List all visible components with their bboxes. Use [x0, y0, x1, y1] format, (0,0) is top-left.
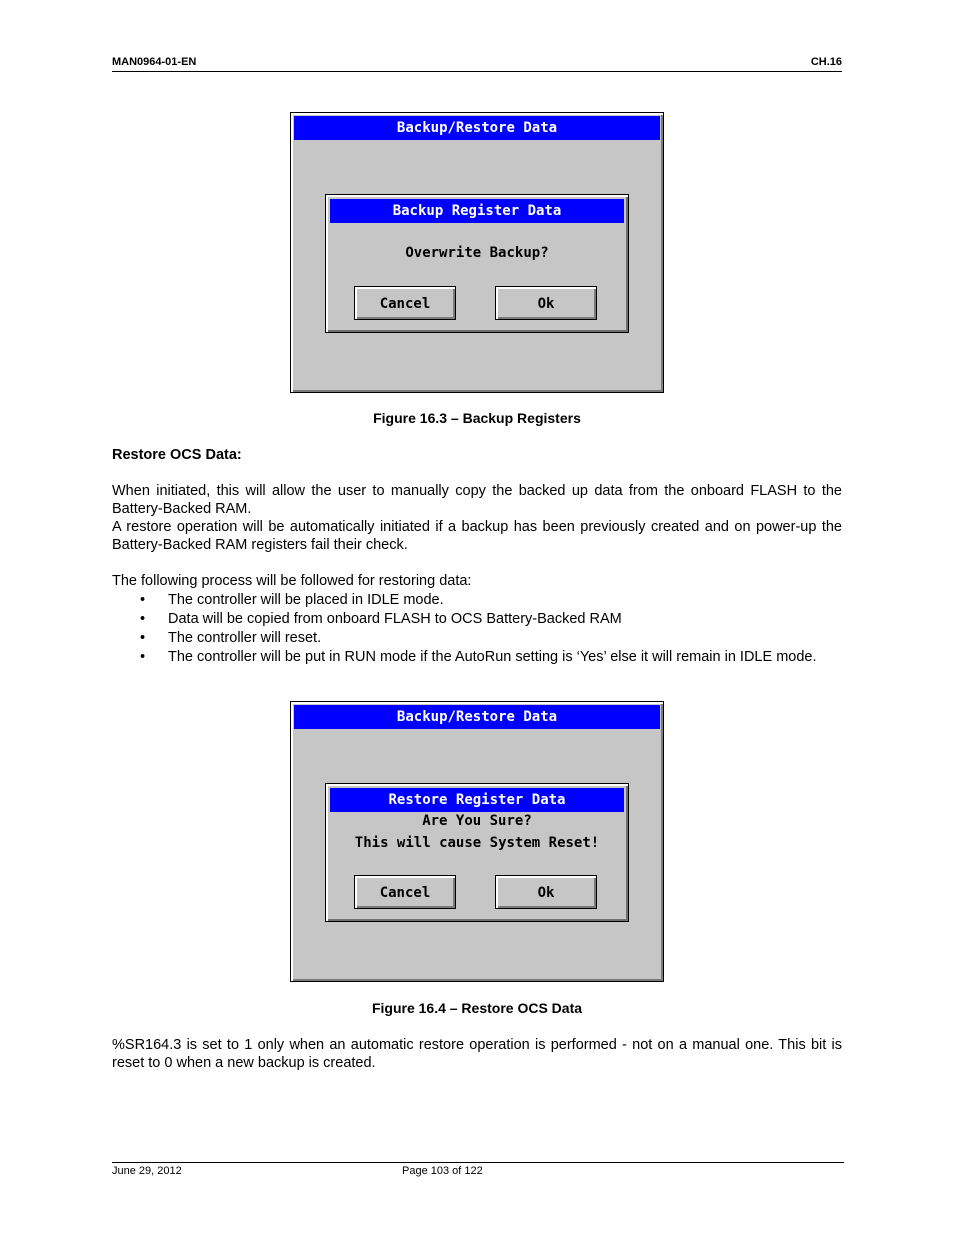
dialog-message: Are You Sure?	[422, 813, 532, 829]
page-number: Page 103 of 122	[402, 1165, 483, 1177]
list-item-text: Data will be copied from onboard FLASH to OCS Battery-Backed RAM	[168, 611, 622, 627]
dialog-warning: This will cause System Reset!	[354, 835, 600, 851]
closing-paragraph: %SR164.3 is set to 1 only when an automatic restore operation is performed - not on a manual one. This bit is reset to 0 when a new backup is created.	[112, 1037, 842, 1071]
dialog-title: Restore Register Data	[330, 788, 624, 812]
list-item	[112, 591, 842, 610]
figure-caption: Figure 16.4 – Restore OCS Data	[371, 1000, 583, 1016]
figure-caption: Figure 16.3 – Backup Registers	[373, 410, 581, 426]
list-item-text: The controller will be placed in IDLE mode.	[168, 592, 444, 608]
backup-screen	[290, 112, 664, 393]
bullet-symbol: •	[140, 611, 146, 627]
page-header	[112, 55, 842, 72]
cancel-button[interactable]: Cancel	[354, 875, 456, 909]
footer-date: June 29, 2012	[112, 1165, 182, 1177]
ok-button[interactable]: Ok	[495, 286, 597, 320]
cancel-button[interactable]: Cancel	[354, 286, 456, 320]
restore-screen	[290, 701, 664, 982]
paragraph: The following process will be followed for restoring data:	[112, 573, 472, 589]
paragraph: When initiated, this will allow the user to manually copy the backed up data from the onboard FLASH to the Battery-Backed RAM.	[112, 483, 842, 517]
dialog-title: Backup Register Data	[330, 199, 624, 223]
list-item	[112, 648, 842, 667]
screen-title: Backup/Restore Data	[294, 705, 660, 729]
list-item-text: The controller will reset.	[168, 630, 322, 646]
bullet-symbol: •	[140, 649, 146, 665]
list-item	[112, 629, 842, 648]
bullet-symbol: •	[140, 630, 146, 646]
section-heading: Restore OCS Data:	[112, 447, 242, 463]
backup-dialog	[325, 194, 629, 333]
ok-button[interactable]: Ok	[495, 875, 597, 909]
dialog-message: Overwrite Backup?	[405, 245, 549, 261]
process-steps-list	[112, 591, 842, 667]
chapter-label: CH.16	[810, 56, 842, 68]
bullet-symbol: •	[140, 592, 146, 608]
list-item-text: The controller will be put in RUN mode if the AutoRun setting is ‘Yes’ else it will remain in IDLE mode.	[168, 649, 817, 665]
restore-dialog	[325, 783, 629, 922]
page-footer	[112, 1162, 844, 1177]
screen-title: Backup/Restore Data	[294, 116, 660, 140]
document-id: MAN0964-01-EN	[112, 56, 197, 68]
list-item	[112, 610, 842, 629]
paragraph: A restore operation will be automatically initiated if a backup has been previously created and on power-up the Battery-Backed RAM registers fail their check.	[112, 519, 842, 553]
